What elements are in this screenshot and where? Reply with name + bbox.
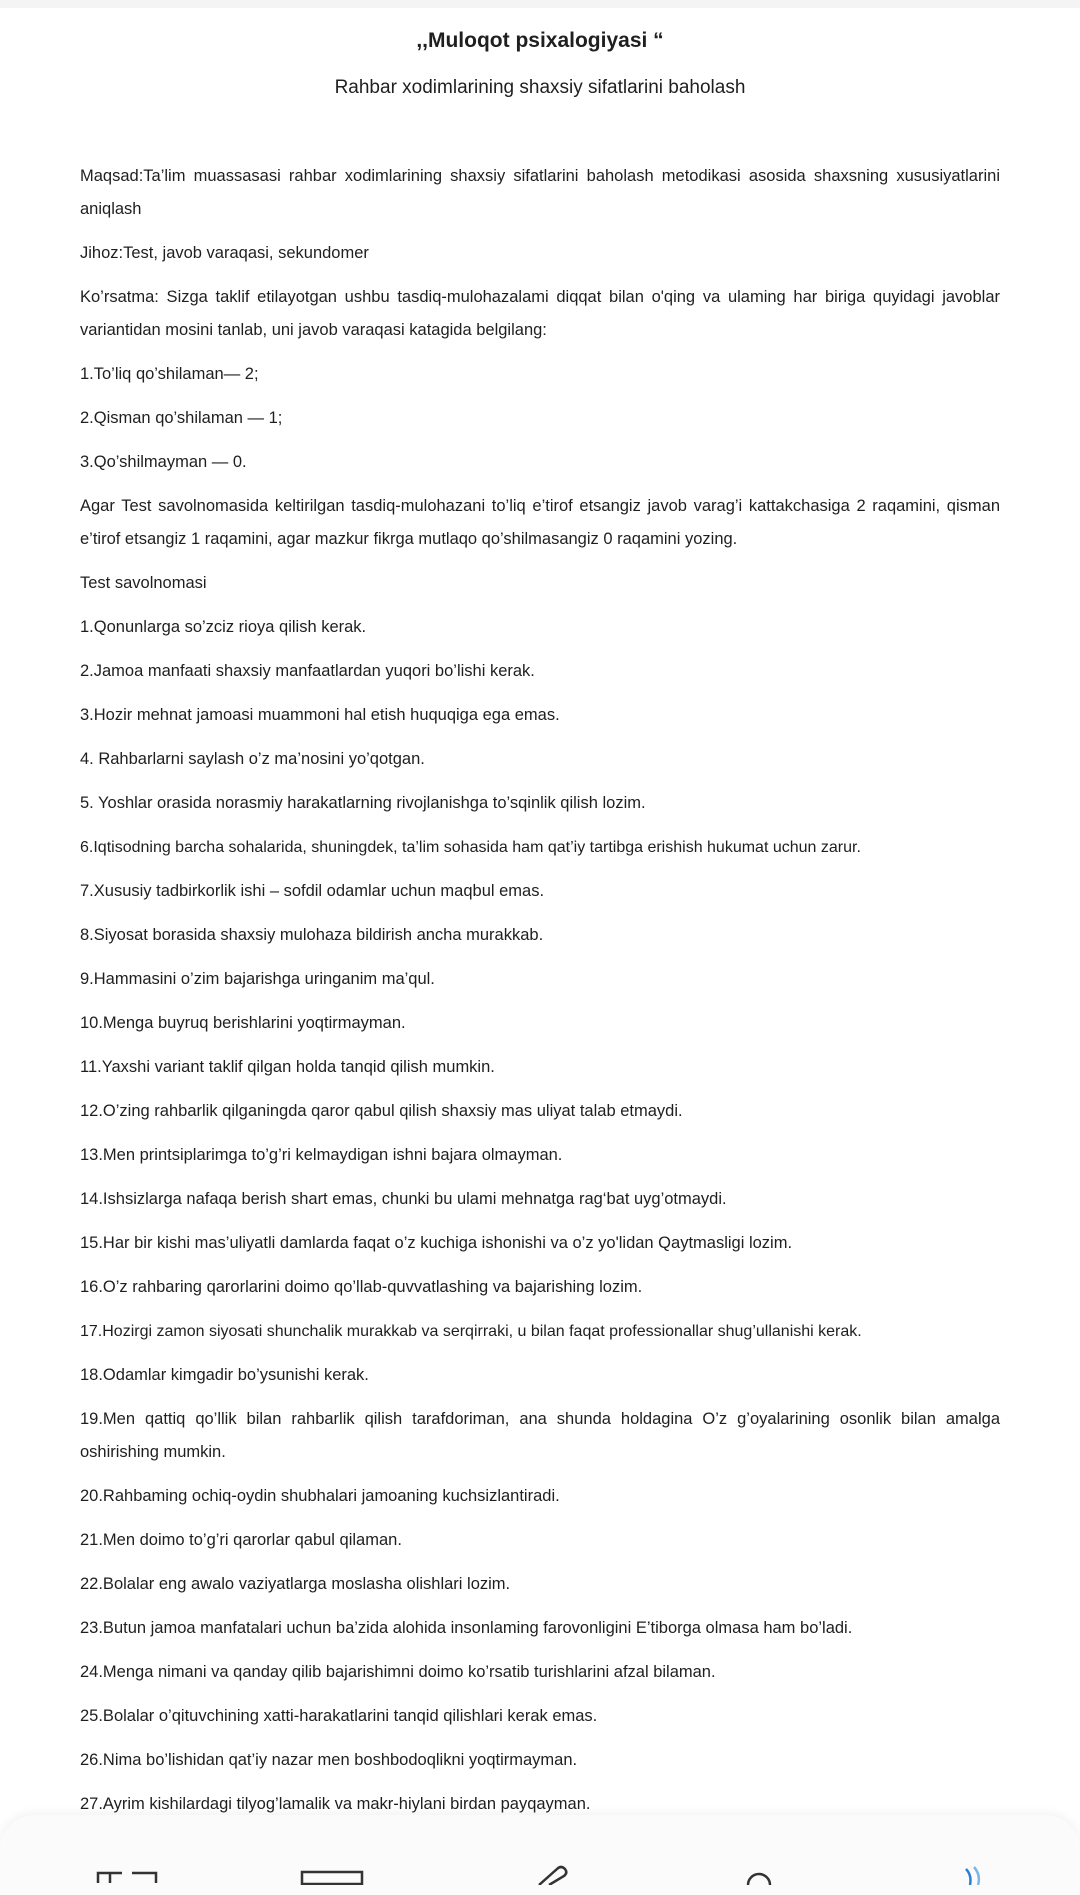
question-item: 15.Har bir kishi mas’uliyatli damlarda faqat o’z kuchiga ishonishi va o’z yo'lidan Qaytmasligi lozim. (80, 1234, 793, 1252)
question-item: 7.Xususiy tadbirkorlik ishi – sofdil odamlar uchun maqbul emas. (80, 882, 545, 900)
document-subtitle: Rahbar xodimlarining shaxsiy sifatlarini baholash (334, 77, 746, 98)
question-item: 3.Hozir mehnat jamoasi muammoni hal etish huquqiga ega emas. (80, 706, 560, 724)
question-item: 9.Hammasini o’zim bajarishga uringanim ma’qul. (80, 970, 435, 988)
question-item: 13.Men printsiplarimga to’g’ri kelmaydigan ishni bajara olmayman. (80, 1146, 563, 1164)
question-item: 12.O’zing rahbarlik qilganingda qaror qabul qilish shaxsiy mas uliyat talab etmaydi. (80, 1102, 683, 1120)
document-body (80, 160, 1000, 1821)
instruction-paragraph: Ko’rsatma: Sizga taklif etilayotgan ushbu tasdiq-mulohazalami diqqat bilan o'qing va ulaming har biriga quyidagi javoblar variantidan mosini tanlab, uni javob varaqasi katagida belgilang: (80, 288, 1000, 339)
purpose-paragraph: Maqsad:Ta’lim muassasasi rahbar xodimlarining shaxsiy sifatlarini baholash metodikasi asosida shaxsning xususiyatlarini aniqlash (80, 167, 1000, 218)
text-format-icon[interactable] (96, 1865, 158, 1885)
question-item: 10.Menga buyruq berishlarini yoqtirmayman. (80, 1014, 406, 1032)
question-item: 6.Iqtisodning barcha sohalarida, shuningdek, ta’lim sohasida ham qat’iy tartibga erishish hukumat uchun zarur. (80, 839, 861, 856)
question-item: 2.Jamoa manfaati shaxsiy manfaatlardan yuqori bo’lishi kerak. (80, 662, 535, 680)
top-status-strip (0, 0, 1080, 8)
question-item: 14.Ishsizlarga nafaqa berish shart emas, chunki bu ulami mehnatga rag‘bat uyg’otmaydi. (80, 1190, 727, 1208)
question-item: 22.Bolalar eng awalo vaziyatlarga moslasha olishlari lozim. (80, 1575, 511, 1593)
pen-icon[interactable] (535, 1865, 571, 1885)
equipment-line: Jihoz:Test, javob varaqasi, sekundomer (80, 244, 369, 262)
question-list (80, 611, 1000, 1821)
question-item: 11.Yaxshi variant taklif qilgan holda tanqid qilish mumkin. (80, 1058, 495, 1076)
question-item: 1.Qonunlarga so’zciz rioya qilish kerak. (80, 618, 367, 636)
question-item: 4. Rahbarlarni saylash o’z ma’nosini yo’qotgan. (80, 750, 425, 768)
question-item: 5. Yoshlar orasida norasmiy harakatlarning rivojlanishga to’sqinlik qilish lozim. (80, 794, 646, 812)
question-item: 23.Butun jamoa manfatalari uchun ba’zida alohida insonlaming farovonligini E’tiborga olmasa ham bo’ladi. (80, 1619, 853, 1637)
question-item: 16.O’z rahbaring qarorlarini doimo qo’llab-quvvatlashing va bajarishing lozim. (80, 1278, 643, 1296)
explanation-paragraph: Agar Test savolnomasida keltirilgan tasdiq-mulohazani to’liq e’tirof etsangiz javob varag’i kattakchasiga 2 raqamini, qisman e’tirof etsangiz 1 raqamini, agar mazkur fikrga mutlaqo qo’shilmasangiz 0 raqamini yozing. (80, 497, 1000, 548)
question-item: 21.Men doimo to’g’ri qarorlar qabul qilaman. (80, 1531, 402, 1549)
question-item: 26.Nima bo’lishidan qat’iy nazar men boshbodoqlikni yoqtirmayman. (80, 1751, 578, 1769)
read-aloud-icon[interactable] (962, 1865, 984, 1885)
option-item: 2.Qisman qo’shilaman — 1; (80, 409, 283, 427)
search-icon[interactable] (744, 1865, 774, 1885)
question-item: 24.Menga nimani va qanday qilib bajarishimni doimo ko’rsatib turishlarini afzal bilaman. (80, 1663, 716, 1681)
document-title: ,,Muloqot psixalogiyasi “ (416, 29, 664, 52)
option-item: 1.To’liq qo’shilaman— 2; (80, 365, 259, 383)
highlight-icon[interactable] (300, 1865, 364, 1885)
question-item: 19.Men qattiq qo’llik bilan rahbarlik qilish tarafdoriman, ana shunda holdagina O’z g’oyalarining osonlik bilan amalga oshirishing mumkin. (80, 1410, 1000, 1461)
test-heading: Test savolnomasi (80, 574, 207, 592)
question-item: 8.Siyosat borasida shaxsiy mulohaza bildirish ancha murakkab. (80, 926, 544, 944)
question-item: 27.Ayrim kishilardagi tilyog’lamalik va makr-hiylani birdan payqayman. (80, 1795, 591, 1813)
question-item: 18.Odamlar kimgadir bo’ysunishi kerak. (80, 1366, 369, 1384)
question-item: 20.Rahbaming ochiq-oydin shubhalari jamoaning kuchsizlantiradi. (80, 1487, 560, 1505)
question-item: 25.Bolalar o’qituvchining xatti-harakatlarini tanqid qilishlari kerak emas. (80, 1707, 598, 1725)
question-item: 17.Hozirgi zamon siyosati shunchalik murakkab va serqirraki, u bilan faqat professionallar shug’ullanishi kerak. (80, 1323, 862, 1340)
option-item: 3.Qo’shilmayman — 0. (80, 453, 247, 471)
document-page (80, 26, 1000, 1832)
bottom-toolbar (0, 1815, 1080, 1895)
